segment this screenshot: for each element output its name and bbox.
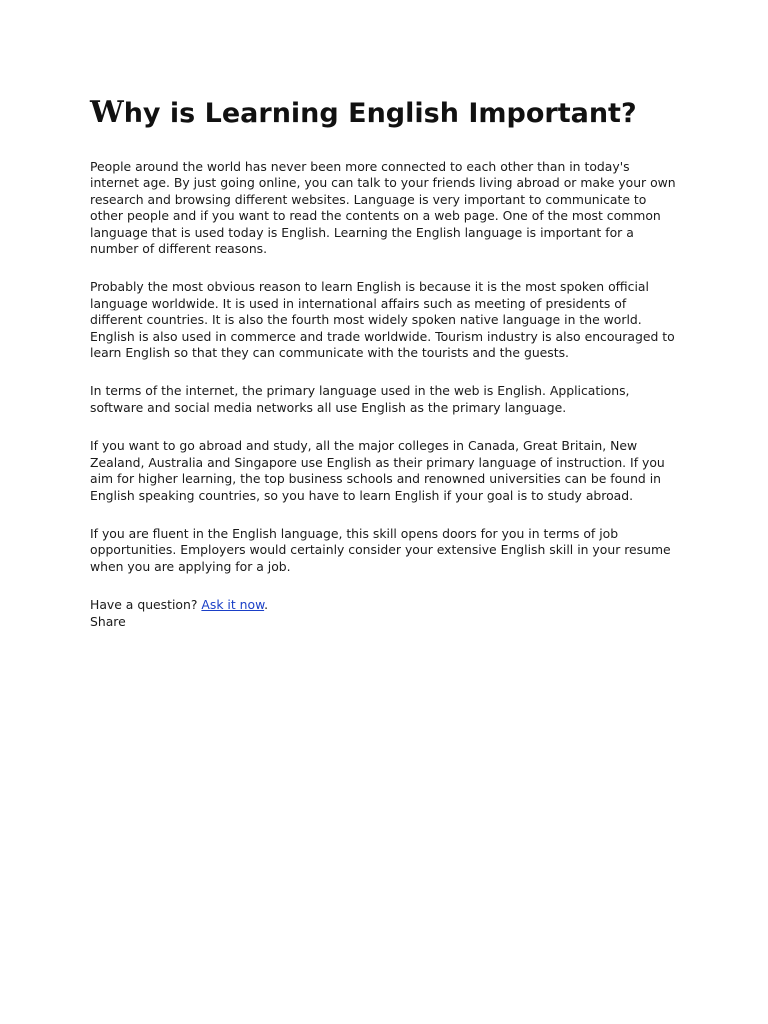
question-line bbox=[90, 597, 680, 613]
paragraph-official-language: Probably the most obvious reason to learn English is because it is the most spoken official language worldwide. It is used in international affairs such as meeting of presidents of different countries. It is also the fourth most widely spoken native language in the world. English is also used in commerce and trade worldwide. Tourism industry is also encouraged to learn English so that they can communicate with the tourists and the guests. bbox=[90, 279, 675, 361]
document-page bbox=[90, 94, 680, 630]
title-drop-letter: W bbox=[90, 95, 124, 130]
question-suffix: . bbox=[264, 597, 269, 613]
paragraph-internet: In terms of the internet, the primary language used in the web is English. Applications, software and social media networks all use English as the primary language. bbox=[90, 383, 630, 415]
ask-it-now-link[interactable]: Ask it now bbox=[201, 597, 265, 613]
article-title bbox=[90, 94, 680, 133]
title-text: hy is Learning English Important? bbox=[123, 98, 637, 129]
share-label[interactable]: Share bbox=[90, 613, 126, 629]
paragraph-job-opportunities: If you are fluent in the English language, this skill opens doors for you in terms of job opportunities. Employers would certainly consider your extensive English skill in your resume when you are applying for a job. bbox=[90, 525, 671, 574]
paragraph-intro: People around the world has never been more connected to each other than in today's internet age. By just going online, you can talk to your friends living abroad or make your own research and browsing different websites. Language is very important to communicate to other people and if you want to read the contents on a web page. One of the most common language that is used today is English. Learning the English language is important for a number of different reasons. bbox=[90, 159, 676, 257]
question-prefix: Have a question? bbox=[90, 597, 202, 613]
paragraph-study-abroad: If you want to go abroad and study, all the major colleges in Canada, Great Britain, New Zealand, Australia and Singapore use English as their primary language of instruction. If you aim for higher learning, the top business schools and renowned universities can be found in English speaking countries, so you have to learn English if your goal is to study abroad. bbox=[90, 438, 665, 503]
